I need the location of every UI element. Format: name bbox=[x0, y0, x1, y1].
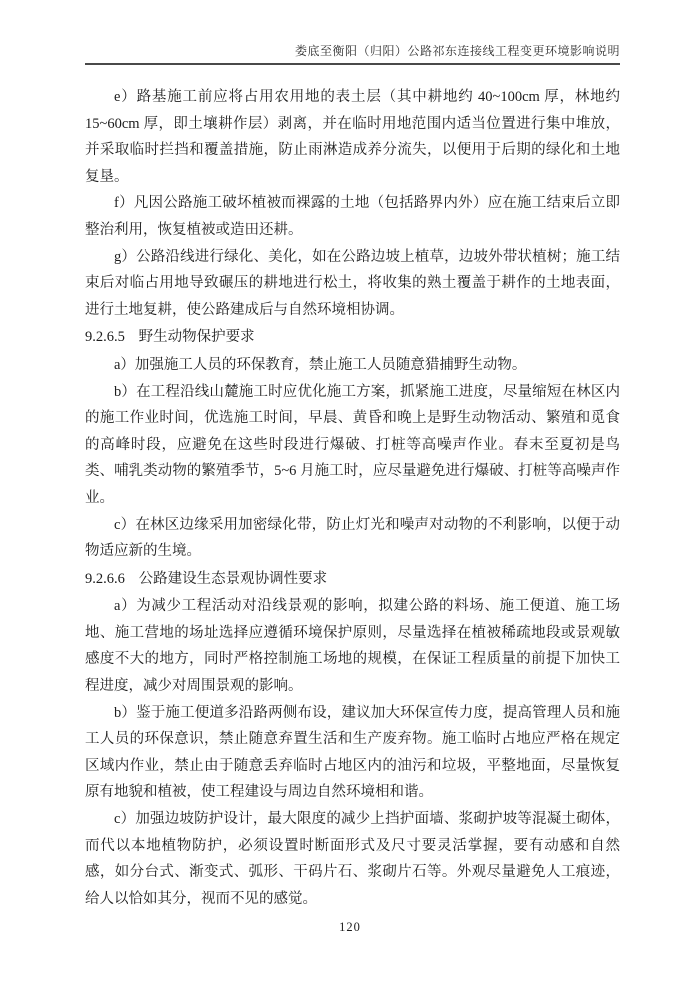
section-title: 公路建设生态景观协调性要求 bbox=[138, 570, 328, 587]
section-heading-9-2-6-6 bbox=[85, 566, 620, 593]
paragraph-item-a-landscape: a）为减少工程活动对沿线景观的影响，拟建公路的料场、施工便道、施工场地、施工营地的场址选择应遵循环境保护原则，尽量选择在植被稀疏地段或景观敏感度不大的地方，同时严格控制施工场地的规模，在保证工程质量的前提下加快工程进度，减少对周围景观的影响。 bbox=[85, 598, 620, 695]
paragraph-item-e: e）路基施工前应将占用农用地的表土层（其中耕地约 40~100cm 厚，林地约 15~60cm 厚，即土壤耕作层）剥离，并在临时用地范围内适当位置进行集中堆放，并采取临时拦挡和覆盖措施，防止雨淋造成养分流失，以便用于后期的绿化和土地复垦。 bbox=[85, 89, 620, 185]
page-footer bbox=[0, 918, 700, 936]
paragraph-item-c-landscape: c）加强边坡防护设计，最大限度的减少上挡护面墙、浆砌护坡等混凝土砌体，而代以本地植物防护，必须设置时断面形式及尺寸要灵活掌握，要有动感和自然感，如分台式、渐变式、弧形、干码片石、浆砌片石等。外观尽量避免人工痕迹，给人以恰如其分，视而不见的感觉。 bbox=[85, 811, 620, 907]
section-heading-9-2-6-5 bbox=[85, 324, 620, 351]
paragraph-item-b-wildlife: b）在工程沿线山麓施工时应优化施工方案，抓紧施工进度，尽量缩短在林区内的施工作业时间，优选施工时间，早晨、黄昏和晚上是野生动物活动、繁殖和觅食的高峰时段，应避免在这些时段进行爆破、打桩等高噪声作业。春末至夏初是鸟类、哺乳类动物的繁殖季节，5~6 月施工时，应尽量避免进行爆破、打桩等高噪声作业。 bbox=[85, 383, 620, 506]
page-header bbox=[85, 42, 620, 65]
paragraph-item-f: f）凡因公路施工破坏植被而裸露的土地（包括路界内外）应在施工结束后立即整治利用，恢复植被或造田还耕。 bbox=[85, 195, 620, 238]
header-rule bbox=[85, 63, 620, 65]
section-number: 9.2.6.5 bbox=[85, 329, 125, 346]
paragraph-item-c-wildlife: c）在林区边缘采用加密绿化带，防止灯光和噪声对动物的不利影响，以便于动物适应新的生境。 bbox=[85, 516, 620, 560]
document-body bbox=[85, 84, 620, 912]
section-title: 野生动物保护要求 bbox=[138, 329, 255, 346]
header-title: 娄底至衡阳（归阳）公路祁东连接线工程变更环境影响说明 bbox=[294, 44, 620, 58]
paragraph-item-a-wildlife: a）加强施工人员的环保教育，禁止施工人员随意猎捕野生动物。 bbox=[114, 356, 527, 373]
page-number: 120 bbox=[339, 920, 361, 934]
paragraph-item-b-landscape: b）鉴于施工便道多沿路两侧布设，建议加大环保宣传力度，提高管理人员和施工人员的环保意识，禁止随意弃置生活和生产废弃物。施工临时占地应严格在规定区域内作业，禁止由于随意丢弃临时占地区内的油污和垃圾，平整地面，尽量恢复原有地貌和植被，使工程建设与周边自然环境相和谐。 bbox=[85, 704, 620, 801]
paragraph-item-g: g）公路沿线进行绿化、美化，如在公路边坡上植草，边坡外带状植树；施工结束后对临占用地导致碾压的耕地进行松土，将收集的熟土覆盖于耕作的土地表面，进行土地复耕，使公路建成后与自然环境相协调。 bbox=[85, 248, 620, 318]
section-number: 9.2.6.6 bbox=[85, 570, 125, 587]
